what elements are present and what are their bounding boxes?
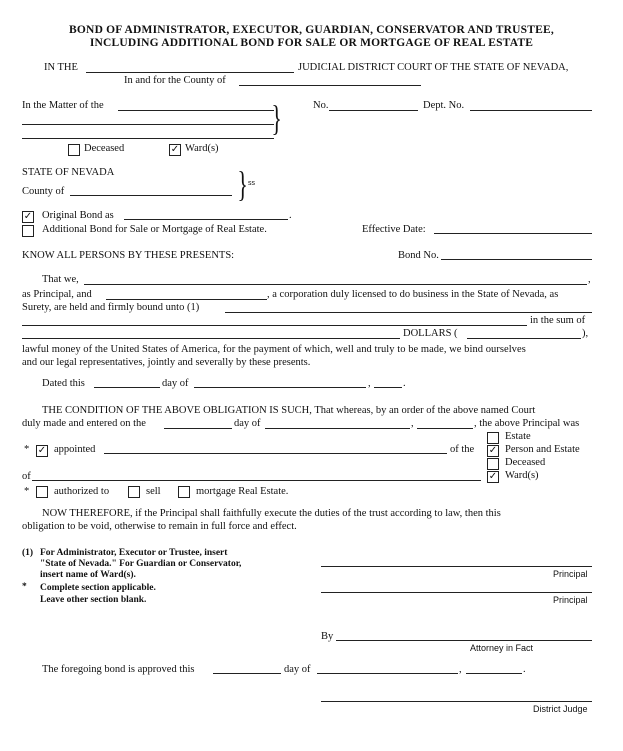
appointed-capacity-field[interactable] (104, 453, 447, 454)
cond-deceased-label: Deceased (505, 457, 546, 468)
principal1-label: Principal (553, 569, 588, 579)
note1-line-b: "State of Nevada." For Guardian or Conservator, (40, 559, 242, 569)
judicial-district-field[interactable] (86, 72, 294, 73)
order-month-field[interactable] (265, 428, 410, 429)
surety-name-field[interactable] (106, 299, 267, 300)
approved-comma: , (459, 664, 462, 675)
in-matter-label: In the Matter of the (22, 100, 104, 111)
approved-period: . (523, 664, 526, 675)
dated-period: . (403, 378, 406, 389)
appointed-checkbox[interactable]: ✓ (37, 445, 47, 456)
matter-name-field-3[interactable] (22, 138, 274, 139)
cond-deceased-checkbox[interactable] (487, 458, 499, 470)
as-principal-label: as Principal, and (22, 289, 92, 300)
of-label: of (22, 471, 31, 482)
original-bond-period: . (289, 210, 292, 221)
sell-checkbox[interactable] (128, 486, 140, 498)
form-title-line2: INCLUDING ADDITIONAL BOND FOR SALE OR MORTGAGE OF REAL ESTATE (89, 37, 534, 49)
matter-name-field-2[interactable] (22, 124, 274, 125)
dated-month-field[interactable] (194, 387, 366, 388)
note2-line-b: Leave other section blank. (40, 595, 147, 605)
that-we-comma: , (588, 274, 591, 285)
now-therefore-line1: NOW THEREFORE, if the Principal shall faithfully execute the duties of the trust according to law, then this (42, 508, 501, 519)
surety-label: Surety, are held and firmly bound unto (1) (22, 302, 200, 313)
by-label: By (321, 631, 334, 642)
in-sum-of-label: in the sum of (530, 315, 586, 326)
county-field[interactable] (239, 85, 421, 86)
ss-label: ss (248, 180, 255, 187)
additional-bond-label: Additional Bond for Sale or Mortgage of Real Estate. (42, 224, 267, 235)
order-year-field[interactable] (417, 428, 473, 429)
note2-marker: * (22, 582, 27, 592)
district-judge-label: District Judge (533, 704, 588, 714)
dollars-close: ), (582, 328, 589, 339)
principal-was-label: , the above Principal was (474, 418, 580, 429)
original-bond-label: Original Bond as (42, 210, 114, 221)
appointed-star: * (24, 444, 30, 455)
bond-no-label: Bond No. (398, 250, 439, 261)
legal-reps-text: and our legal representatives, jointly and severally by these presents. (22, 357, 311, 368)
ward-checkbox[interactable]: ✓ (170, 144, 180, 155)
obligee-field-2[interactable] (22, 325, 527, 326)
note2-line-a: Complete section applicable. (40, 583, 156, 593)
dated-day-of-label: day of (162, 378, 189, 389)
principal2-label: Principal (553, 595, 588, 605)
authorized-star: * (24, 486, 30, 497)
in-the-label: IN THE (44, 62, 78, 73)
deceased-label: Deceased (84, 143, 125, 154)
state-county-field[interactable] (70, 195, 232, 196)
person-estate-checkbox[interactable]: ✓ (488, 445, 498, 456)
effective-date-field[interactable] (434, 233, 592, 234)
now-therefore-line2: obligation to be void, otherwise to remain in full force and effect. (22, 521, 297, 532)
estate-label: Estate (505, 431, 531, 442)
additional-bond-checkbox[interactable] (22, 225, 34, 237)
ward-label: Ward(s) (185, 143, 219, 154)
amount-number-field[interactable] (467, 338, 581, 339)
of-the-label: of the (450, 444, 475, 455)
order-day-field[interactable] (164, 428, 232, 429)
dated-comma: , (368, 378, 371, 389)
judge-signature-line[interactable] (321, 701, 592, 702)
effective-date-label: Effective Date: (362, 224, 426, 235)
cond-ward-label: Ward(s) (505, 470, 539, 481)
dated-this-label: Dated this (42, 378, 85, 389)
state-county-label: County of (22, 186, 65, 197)
district-court-label: JUDICIAL DISTRICT COURT OF THE STATE OF NEVADA, (298, 62, 569, 73)
order-day-of-label: day of (234, 418, 261, 429)
dept-no-field[interactable] (470, 110, 592, 111)
note1-line-a: For Administrator, Executor or Trustee, insert (40, 548, 228, 558)
person-estate-label: Person and Estate (505, 444, 580, 455)
mortgage-label: mortgage Real Estate. (196, 486, 289, 497)
dollars-label: DOLLARS ( (403, 328, 458, 339)
estate-checkbox[interactable] (487, 432, 499, 444)
lawful-money-text: lawful money of the United States of America, for the payment of which, well and truly to be made, we bind ourselves (22, 344, 526, 355)
attorney-signature-line[interactable] (336, 640, 592, 641)
approved-year-field[interactable] (466, 673, 522, 674)
appointed-label: appointed (54, 444, 96, 455)
duly-made-label: duly made and entered on the (22, 418, 146, 429)
matter-name-field-1[interactable] (118, 110, 274, 111)
original-bond-checkbox[interactable]: ✓ (23, 211, 33, 222)
dated-year-field[interactable] (374, 387, 402, 388)
corp-licensed-label: , a corporation duly licensed to do business in the State of Nevada, as (267, 289, 559, 300)
obligee-field-1[interactable] (225, 312, 592, 313)
that-we-field[interactable] (84, 284, 587, 285)
authorized-checkbox[interactable] (36, 486, 48, 498)
deceased-checkbox[interactable] (68, 144, 80, 156)
mortgage-checkbox[interactable] (178, 486, 190, 498)
that-we-label: That we, (42, 274, 79, 285)
state-brace: } (237, 164, 248, 204)
know-all-label: KNOW ALL PERSONS BY THESE PRESENTS: (22, 250, 235, 261)
approved-label: The foregoing bond is approved this (42, 664, 195, 675)
approved-day-of-label: day of (284, 664, 311, 675)
cond-ward-checkbox[interactable]: ✓ (488, 471, 498, 482)
attorney-label: Attorney in Fact (470, 643, 534, 653)
original-bond-field[interactable] (124, 219, 288, 220)
approved-month-field[interactable] (317, 673, 458, 674)
bond-no-field[interactable] (441, 259, 592, 260)
approved-day-field[interactable] (213, 673, 281, 674)
of-name-field[interactable] (32, 480, 481, 481)
note1-marker: (1) (22, 548, 34, 558)
sell-label: sell (146, 486, 161, 497)
dated-day-field[interactable] (94, 387, 160, 388)
matter-brace: } (271, 98, 282, 138)
principal2-signature-line[interactable] (321, 592, 592, 593)
case-no-field[interactable] (329, 110, 418, 111)
authorized-label: authorized to (54, 486, 110, 497)
condition-text: THE CONDITION OF THE ABOVE OBLIGATION IS SUCH, That whereas, by an order of the above named Court (42, 405, 536, 416)
case-no-label: No. (313, 100, 329, 111)
dept-no-label: Dept. No. (423, 100, 465, 111)
note1-line-c: insert name of Ward(s). (40, 570, 136, 580)
principal1-signature-line[interactable] (321, 566, 592, 567)
form-title-line1: BOND OF ADMINISTRATOR, EXECUTOR, GUARDIAN, CONSERVATOR AND TRUSTEE, (69, 24, 554, 36)
county-of-label: In and for the County of (124, 75, 226, 86)
state-of-nevada-label: STATE OF NEVADA (22, 167, 115, 178)
order-comma: , (411, 418, 414, 429)
amount-words-field[interactable] (22, 338, 400, 339)
